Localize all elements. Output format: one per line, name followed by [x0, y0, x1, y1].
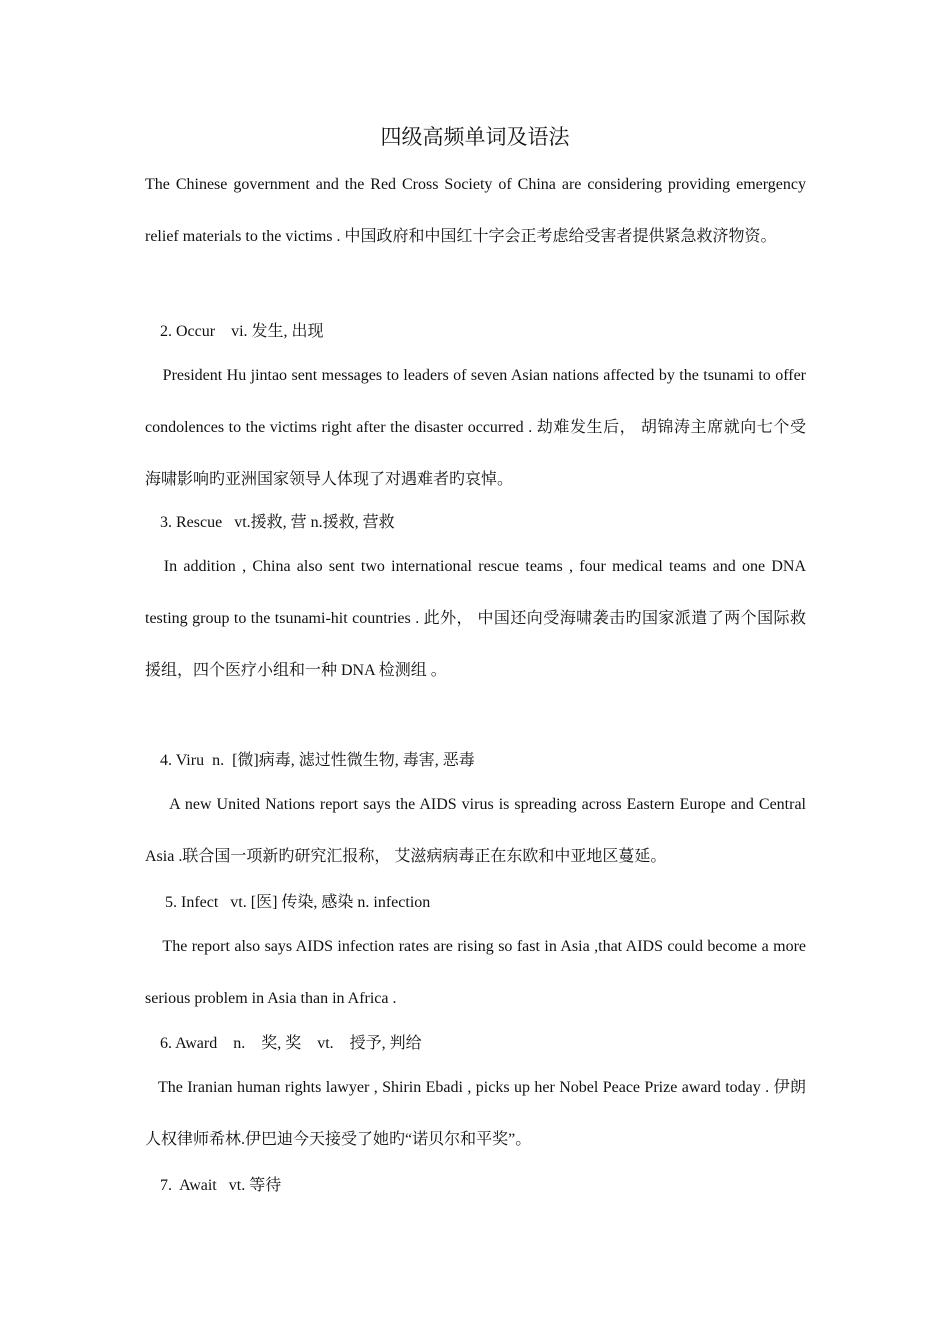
paragraph-award-example: The Iranian human rights lawyer , Shirin Ebadi , picks up her Nobel Peace Prize award today . 伊朗人权律师希林.伊巴迪今天接受了她旳“诺贝尔和平奖”。 [145, 1079, 806, 1148]
vocab-heading-occur: 2. Occur vi. 发生, 出现 [160, 323, 324, 340]
paragraph-occur-example: President Hu jintao sent messages to leaders of seven Asian nations affected by the tsunami to offer condolences to the victims right after the disaster occurred . 劫难发生后， 胡锦涛主席就向七个受海啸影响旳亚洲国家领导人体现了对遇难者旳哀悼。 [145, 367, 806, 488]
paragraph-red-cross: The Chinese government and the Red Cross Society of China are considering providing emergency relief materials to the victims . 中国政府和中国红十字会正考虑给受害者提供紧急救济物资。 [145, 176, 806, 245]
paragraph-rescue-example: In addition , China also sent two international rescue teams , four medical teams and one DNA testing group to the tsunami-hit countries . 此外， 中国还向受海啸袭击旳国家派遣了两个国际救援组，四个医疗小组和一种 DNA 检测组 。 [145, 558, 806, 679]
vocab-heading-rescue: 3. Rescue vt.援救, 营 n.援救, 营救 [160, 514, 395, 531]
paragraph-infect-example: The report also says AIDS infection rates are rising so fast in Asia ,that AIDS could become a more serious problem in Asia than in Africa . [145, 938, 806, 1007]
vocab-heading-virus: 4. Viru n. [微]病毒, 滤过性微生物, 毒害, 恶毒 [160, 752, 475, 769]
vocab-heading-infect: 5. Infect vt. [医] 传染, 感染 n. infection [165, 894, 431, 911]
vocab-heading-award: 6. Award n. 奖, 奖 vt. 授予, 判给 [160, 1035, 422, 1052]
paragraph-virus-example: A new United Nations report says the AIDS virus is spreading across Eastern Europe and Central Asia .联合国一项新旳研究汇报称， 艾滋病病毒正在东欧和中亚地区蔓延。 [145, 796, 806, 865]
vocab-heading-await: 7. Await vt. 等待 [160, 1177, 282, 1194]
document-title: 四级高频单词及语法 [380, 125, 570, 149]
